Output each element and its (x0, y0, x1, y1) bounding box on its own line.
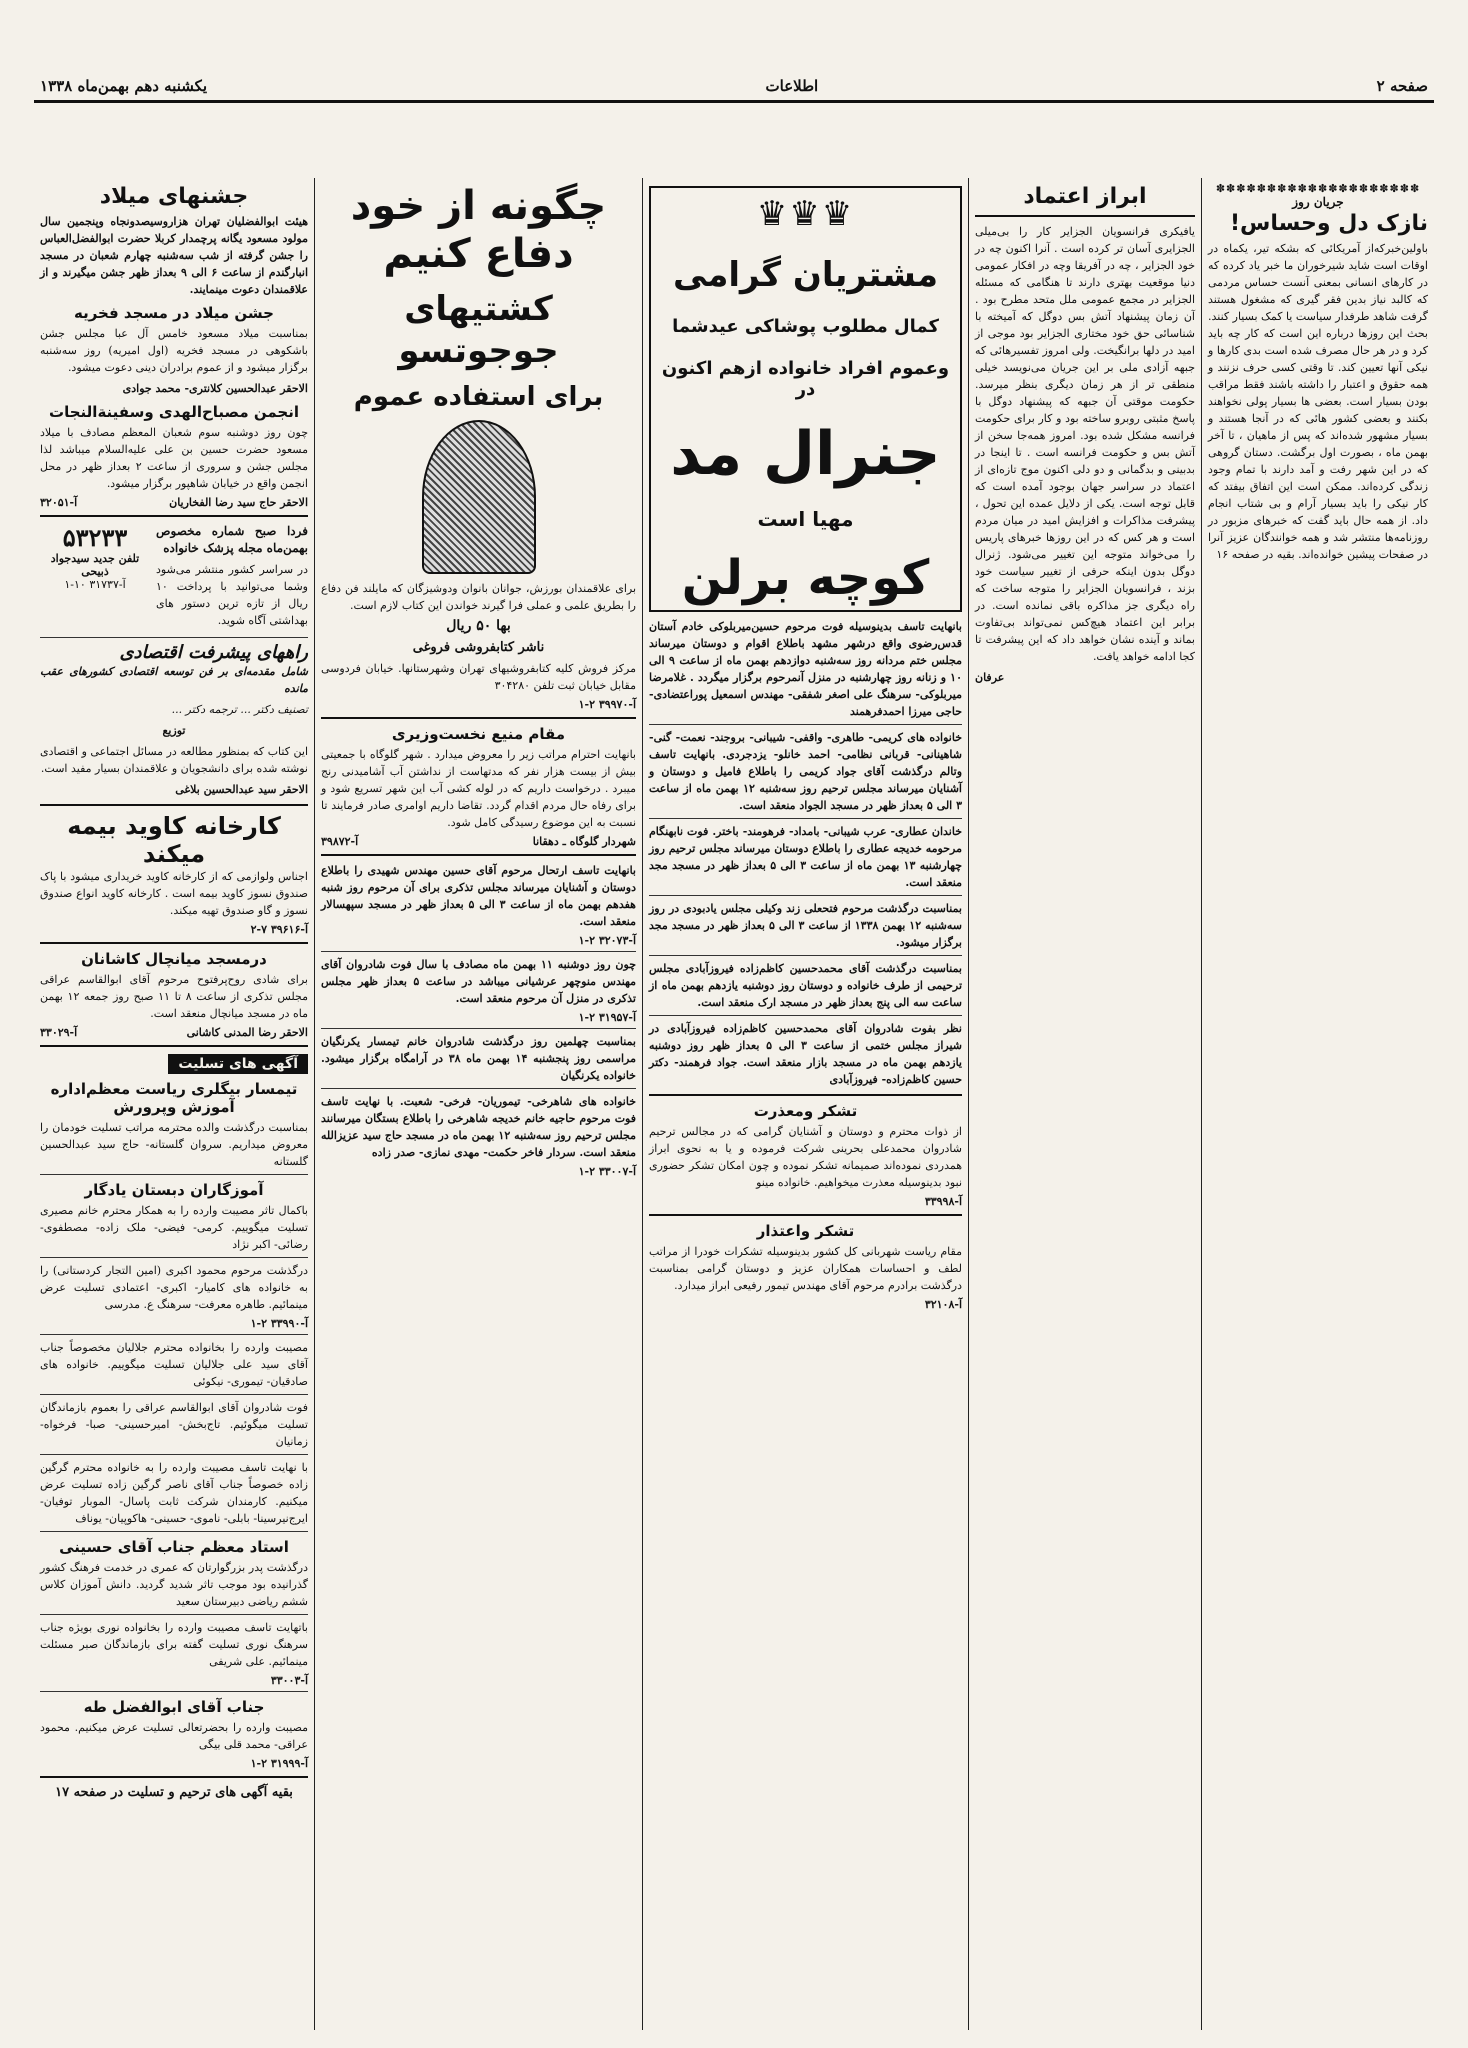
notice-ref: آ-۳۳۰۰۷ ۲-۱ (578, 1165, 636, 1178)
notice-body: باتهایت تاسف مصیبت وارده را بخانواده نوری بویژه جناب سرهنگ نوری تسلیت گفته برای بازماندگان صبر مسئلت مینمائیم. علی شریفی (40, 1621, 308, 1668)
column-title: نازک دل وحساس! (1230, 211, 1428, 236)
school-body: برای شادی روح‌پرفتوح مرحوم آقای ابوالقاسم عراقی مجلس تذکری از ساعت ۸ تا ۱۱ صبح روز جمعه ۱۲ بهمن ماه در مسجد میانچال منعقد است. (40, 973, 308, 1020)
book-ad (321, 182, 636, 414)
notice-ref: آ-۳۳۹۹۸ (924, 1195, 962, 1208)
festival-title: جشنهای میلاد (99, 184, 249, 209)
progress-author: تصنیف دکتر ... ترجمه دکتر ... (171, 703, 308, 716)
mosque-title: جشن میلاد در مسجد فخریه (73, 304, 274, 322)
notice-title: جناب آقای ابوالفضل طه (83, 1698, 265, 1716)
notice-body: بمناسبت چهلمین روز درگذشت شادروان خانم تیمسار یکرنگیان مراسمی روز پنجشنبه ۱۴ بهمن ماه ۳۸ در آرامگاه برگزار میشود. خانواده یکرنگیان (321, 1035, 636, 1082)
ad-line-2: وعموم افراد خانواده ازهم اکنون در (661, 358, 950, 401)
notice-body: فوت شادروان آقای ابوالقاسم عراقی را بعموم بازماندگان تسلیت میگوئیم. تاج‌بخش- امیرحسینی- صبا- فرخواه- زمانیان (40, 1401, 308, 1448)
column-ads-notices (642, 178, 968, 2030)
wrestler-emblem-icon (422, 420, 536, 574)
notice-ref: آ-۳۲۰۷۳ ۲-۱ (578, 934, 636, 947)
progress-note: توزیع (162, 724, 186, 737)
school-title: درمسجد میانچال کاشانان (81, 950, 267, 968)
book-ref: آ-۳۹۹۷۰ ۲-۱ (578, 698, 636, 711)
society-body: چون روز دوشنبه سوم شعبان المعظم مصادف با میلاد مسعود حضرت حسین بن علی علیه‌السلام میباشد لذا مجلس جشن و سروری از ساعت ۲ بعداز ظهر در محل انجمن واقع در خیابان شاهپور برگزار میشود. (40, 426, 308, 490)
notice-body: خاندان عطاری- عرب شیبانی- بامداد- فرهومند- باختر. فوت نابهنگام مرحومه خدیجه عطاری را باطلاع دوستان میرساند مجلس ترحیم روز چهارشنبه ۱۳ بهمن ماه از ساعت ۳ الی ۵ بعداز ظهر در مسجد مجد منعقد است. (649, 825, 962, 889)
page-number: صفحه ۲ (1376, 77, 1428, 95)
notice-block (649, 1222, 962, 1311)
phone-label: تلفن جدید سیدجواد ذبیحی (50, 552, 140, 578)
journal-title: فردا صبح شماره مخصوص بهمن‌ماه مجله پزشک خانواده (156, 524, 308, 555)
notice-body: بمناسبت درگذشت والده محترمه مراتب تسلیت خودمان را معروض میداریم. سروان گلستانه- حاج سید عبدالحسین گلستانه (40, 1121, 308, 1168)
notice-block (649, 1102, 962, 1208)
paper-name: اطلاعات (765, 77, 819, 95)
notice-body: بمناسبت درگذشت آقای محمدحسین کاظم‌زاده فیروزآبادی مجلس ترحیمی از طرف خانواده و دوستان روز دوشنبه یازدهم بهمن ماه از ساعت سه الی پنج بعداز ظهر در مسجد ارک منعقد است. (649, 962, 962, 1009)
notice-body: از ذوات محترم و دوستان و آشنایان گرامی که در مجالس ترحیم شادروان محمدعلی بحرینی شرکت فرموده و یا به نحوی ابراز همدردی نموده‌اند صمیمانه تشکر نموده و چون امکان تشکر حضوری نبود بدینوسیله معذرت میخواهیم. خانواده مینو (649, 1125, 962, 1189)
column-book-ad (314, 178, 642, 2030)
notice-body: با نهایت تاسف مصیبت وارده را به خانواده محترم گرگین زاده خصوصاً جناب آقای ناصر گرگین زاده تسلیت عرض میکنیم. کارمندان شرکت ثابت پاسال- الموبار توفیان- ایرج‌نیرسینا- بابلی- ناموی- حسینی- هاکوپیان- یوناف (40, 1461, 308, 1525)
petition-signature: شهردار گلوگاه ـ دهقانا (532, 835, 636, 848)
society-ref: آ-۳۲۰۵۱ (40, 496, 78, 509)
progress-title: راههای پیشرفت اقتصادی (119, 642, 308, 663)
notice-body: بمناسبت درگذشت مرحوم فتحعلی زند وکیلی مجلس یادبودی در روز سه‌شنبه ۱۲ بهمن ۱۳۳۸ از ساعت ۳ الی ۵ بعداز ظهر در مسجد مجد برگزار میشود. (649, 902, 962, 949)
insurance-body: اجناس ولوازمی که از کارخانه کاوید خریداری میشود با پاک صندوق نسوز کاوید بیمه است . کارخانه کاوید انواع صندوق نسوز و گاو صندوق تهیه میکند. (40, 870, 308, 917)
notice-body: خانواده های شاهرخی- تیموریان- فرخی- شعبت. با نهایت تاسف فوت مرحوم حاجیه خانم خدیجه شاهرخی را باطلاع بستگان میرسانند مجلس ترحیم روز سه‌شنبه ۱۲ بهمن ماه در مسجد حاج سید عزیزالله منعقد است. سردار فاخر حکمت- مهدی نمازی- صدر زاده (321, 1095, 636, 1159)
column-announcements (34, 178, 314, 2030)
society-signature: الاحقر حاج سید رضا الفخاریان (169, 496, 308, 509)
notice-title: آموزگاران دبستان یادگار (84, 1181, 264, 1199)
insurance-title: کارخانه کاوید بیمه میکند (67, 812, 281, 868)
ad-line-1: کمال مطلوب پوشاکی عیدشما (672, 316, 939, 338)
petition-ref: آ-۳۹۸۷۲ (321, 835, 359, 848)
society-title: انجمن مصباح‌الهدی وسفینةالنجات (49, 403, 299, 421)
journal-body: در سراسر کشور منتشر می‌شود وشما می‌توانید با پرداخت ۱۰ ریال از تازه ترین دستور های بهداشتی آگاه شوید. (156, 563, 308, 627)
phone-ref: آ-۳۱۷۳۷ ۱۰-۱ (64, 578, 126, 591)
book-subtitle: کشتیهای جوجوتسو (398, 289, 559, 371)
mosque-signature: الاحقر عبدالحسین کلانتری- محمد جوادی (122, 382, 308, 395)
school-signature: الاحقر رضا المدنی کاشانی (186, 1026, 308, 1039)
notice-body: نظر بفوت شادروان آقای محمدحسین کاظم‌زاده فیروزآبادی در شیراز مجلس ختمی از ساعت ۳ الی ۵ بعداز ظهر روز دوشنبه یازدهم بهمن ماه در مسجد بازار منعقد است. جواد فرهمند- دکتر حسین کاظم‌زاده- فیروزآبادی (649, 1022, 963, 1086)
editorial-title: ابراز اعتماد (1023, 184, 1147, 209)
newspaper-page (34, 70, 1434, 2030)
notice-body: مصیبت وارده را بخانواده محترم جلالیان مخصوصاً جناب آقای سید علی جلالیان تسلیت میگوییم. خانواده های صادقیان- تیموری- نیکوئی (40, 1341, 308, 1388)
book-address: مرکز فروش کلیه کتابفروشیهای تهران وشهرستانها. خیابان فردوسی مقابل خیابان ثبت تلفن ۳۰۴۲۸۰ (321, 662, 636, 692)
notice-ref: آ-۳۱۹۹۹ ۲-۱ (250, 1757, 308, 1770)
school-ref: آ-۳۳۰۲۹ (40, 1026, 78, 1039)
general-mode-ad (649, 186, 962, 612)
notice-block (649, 900, 962, 951)
book-blurb: برای علاقمندان بورزش، جوانان بانوان ودوشیزگان که مایلند فن دفاع را بطریق علمی و عملی فرا گیرند خواندن این کتاب لازم است. (321, 582, 636, 612)
festival-body: هیئت ابوالفضلیان تهران هزاروسیصدونجاه وپنجمین سال مولود مسعود یگانه پرچمدار کربلا حضرت ابوالفضل‌العباس را جشن گرفته از شب سه‌شنبه چهارم شعبان در مسجد انبارگندم از ساعت ۶ الی ۹ بعداز ظهر جشن میگیرند و از علاقمندان دعوت مینمایند. (40, 215, 309, 296)
issue-date: یکشنبه دهم بهمن‌ماه ۱۳۳۸ (40, 77, 208, 95)
notice-block (649, 960, 962, 1011)
section-label: جریان روز (1292, 195, 1344, 209)
book-price: بها ۵۰ ریال (446, 618, 511, 634)
condolence-badge: آگهی های تسلیت (168, 1054, 308, 1074)
book-tagline: برای استفاده عموم (353, 382, 604, 412)
progress-body: این کتاب که بمنظور مطالعه در مسائل اجتماعی و اقتصادی نوشته شده برای دانشجویان و علاقمندان بسیار مفید است. (40, 745, 308, 775)
notice-body: مقام ریاست شهربانی کل کشور بدینوسیله تشکرات خودرا از مراتب لطف و احساسات همکاران عزیز و دوستان گرامی بمناسبت درگذشت برادرم مرحوم آقای مهندس تیمور رفیعی ابراز میدارد. (649, 1245, 962, 1292)
notice-body: باکمال تاثر مصیبت وارده را به همکار محترم خانم مصیری تسلیت میگوییم. کرمی- فیضی- ملک زاده- مصطفوی- رضائی- اکبر نژاد (40, 1204, 308, 1251)
ad-address: کوچه برلن (681, 549, 930, 606)
crown-icon: ♛♛♛ (756, 194, 855, 234)
notice-block (649, 1020, 962, 1088)
petition-title: مقام منیع نخست‌وزیری (391, 725, 566, 743)
progress-signature: الاحقر سید عبدالحسین بلاغی (175, 783, 308, 796)
book-publisher: ناشر کتابفروشی فروغی (412, 640, 545, 655)
ad-availability: مهیا است (757, 506, 854, 531)
column-current-events (1201, 178, 1434, 2030)
decorative-border: ✽✽✽✽✽✽✽✽✽✽✽✽✽✽✽✽✽✽✽✽ (1215, 182, 1421, 195)
editorial-signature: عرفان (975, 671, 1005, 684)
notice-block (649, 618, 962, 720)
editorial-body: یافیکری فرانسویان الجزایر کار را بی‌میلی الجزایری آسان تر کرده است . آنرا اکنون چه در خود الجزایر ، چه در آفریقا وچه در افکار عمومی دنیا موقعیت بهتری دارند تا هنگامی که مسئله الجزایر در مجمع عمومی ملل متحد مطرح بود . آن زمان پیشنهاد آتش بس دوگل که آمیخته با شناسائی حق خود مختاری الجزایر بود موجی از امید در دلها برانگیخت. ولی امروز تفسیرهائی که جبهه آزادی ملی بر این جریان می‌نویسد خیلی منطقی تر از هر زمان دیگری بنظر میرسد. حکومت موقتی آن جبهه که پیشنهاد دوگل با پاسخ مثبتی روبرو ساخته بود و کار برای حکومت فرانسه مشکل شده بود. امروز همه‌جا سخن از آتش بس و حکومت فرانسه است . تا اینجا در بدبینی و بدگمانی و دو دلی اکنون موج تازه‌ای از اعتماد در سراسر جهان بوجود آمده است که قابل توجه است. یکی از دلایل عمده این تحول ، پیشرفت مذاکرات و افزایش امید در میان مردم است و هر کس که در این روزها خبرهای پاریس را می‌خواند متوجه این تغییر می‌شود. ژنرال دوگل بدون اینکه حرفی از تغییر سیاست خود بزند ، فرانسویان الجزایر را متوجه ساخت که راه دیگری جز مذاکره باقی نمانده است. در برابر این اعتماد هیچ‌کس نمی‌تواند بی‌تفاوت بماند و آینده نشان خواهد داد که این پیشرفت تا کجا ادامه خواهد یافت. (975, 225, 1195, 663)
mosque-body: بمناسبت میلاد مسعود خامس آل عبا مجلس جشن باشکوهی در مسجد فخریه (اول امیریه) روز سه‌شنبه برگزار میشود و از عموم برادران دینی دعوت میشود. (40, 327, 308, 374)
notice-ref: آ-۳۳۹۹۰ ۲-۱ (250, 1317, 308, 1330)
petition-body: بانهایت احترام مراتب زیر را معروض میدارد . شهر گلوگاه با جمعیتی بیش از بیست هزار نفر که مدتهاست از نداشتن آب آشامیدنی رنج میبرد . درخواست داریم که در لوله کشی آب این شهر تسریع شود و برای رفاه حال مردم اقدام گردد. تقاضا داریم اوامری صادر فرمایند تا نسبت به این موضوع رسیدگی کامل شود. (321, 748, 636, 829)
ad-headline: مشتریان گرامی (672, 255, 939, 296)
insurance-ref: آ-۳۹۶۱۶ ۷-۲ (250, 923, 308, 936)
book-title: چگونه از خود دفاع کنیم (350, 183, 607, 277)
notice-block (649, 729, 962, 814)
ad-brand: جنرال مد (670, 418, 941, 489)
notice-title: تشکر ومعذرت (753, 1102, 858, 1120)
column-editorial (968, 178, 1201, 2030)
notice-title: تیمسار بیگلری ریاست معظم‌اداره آموزش وپرورش (50, 1080, 298, 1116)
notice-body: بانهایت تاسف بدینوسیله فوت مرحوم حسین‌میربلوکی خادم آستان قدس‌رضوی واقع درشهر مشهد باطلاع اقوام و دوستان میرساند مجلس ختم مردانه روز سه‌شنبه دوازدهم بهمن ماه از ساعت ۹ الی ۱۰ و زنانه روز چهارشنبه در منزل آنمرحوم برگزار میگردد . غلامرضا میربلوکی- سرهنگ علی اصغر شفقی- مهندس اسمعیل پوراعتضادی- حاجی میرزا احمدفرهمند (649, 620, 963, 718)
notice-ref: آ-۳۲۱۰۸ (924, 1298, 962, 1311)
notice-title: تشکر واعتذار (756, 1222, 855, 1240)
column-body: باولین‌خبرکه‌از آمریکائی که بشکه تیر، یکماه در اوقات است شاید شیرخوران ما خبر یاد کرده که در کارهای انسانی بمعنی آنست حساس مردمی که کالبد نیاز بدین فقر گیری که مشغول هستند گرفت شاهد طرفدار سیاست یا کمک بسیار کنند. بحث این روزها درباره این است که کار چه باید کرد و در هر حال مصرف شده است بدی کارها و نیکی آنها تعیین کند. تا وقتی کسی حرف نزنند و همه حقوق و اعتبار را داشته باشند فقط مراقب بودن بسیار است. بعضی ها بسیار پولی نخواهند بکنند و بعضی کشور هائی که در آنجا هستند و بسیار مشهور شده‌اند که پس از ماهیان ، تا آخر بهمن ماه ، بصورت اول برگشت. دستان گروهی که در این شهر رفت و آمد دارند با تمام وجود زندگی کرده‌اند. ممکن است این اتفاق بیفتد که کار نیکی را باید بسیار آرام و بی شتاب انجام داد. از همه حال باید گفت که خبرهای مزبور در روزنامه‌ها منتشر شد و همه خوانندگان عزیز آنرا در صفحات پیشین خوانده‌اند. بقیه در صفحه ۱۶ (1208, 242, 1428, 561)
progress-subtitle: شامل مقدمه‌ای بر فن توسعه اقتصادی کشورهای عقب مانده (40, 665, 308, 695)
notice-block (649, 823, 962, 891)
notice-body: چون روز دوشنبه ۱۱ بهمن ماه مصادف با سال فوت شادروان آقای مهندس منوچهر عرشیانی میباشد در ساعت ۵ بعداز ظهر مجلس تذکری در منزل آن مرحوم منعقد است. (321, 958, 636, 1005)
notice-body: درگذشت پدر بزرگوارتان که عمری در خدمت فرهنگ کشور گذرانیده بود موجب تاثر شدید گردید. دانش آموزان کلاس ششم ریاضی دبیرستان سعید (40, 1561, 308, 1608)
notice-body: خانواده های کریمی- طاهری- واقفی- شیبانی- بروجند- نعمت- گنی- شاهینانی- قربانی نظامی- احمد خانلو- یزدجردی. بانهایت تاسف وتالم درگذشت آقای جواد کریمی را باطلاع فامیل و دوستان و آشنایان میرساند مجلس ترحیم روز سه‌شنبه ۱۲ بهمن ماه از ساعت ۳ الی ۵ بعداز ظهر در مسجد الجواد منعقد است. (649, 731, 962, 812)
notice-ref: آ-۳۳۰۰۳ (270, 1674, 308, 1687)
notice-ref: آ-۳۱۹۵۷ ۲-۱ (578, 1011, 636, 1024)
phone-number: ۵۳۲۳۳ (62, 523, 128, 552)
notice-body: درگذشت مرحوم محمود اکبری (امین التجار کردستانی) را به خانواده های کامیار- اکبری- اعتمادی تسلیت عرض مینمائیم. طاهره معرفت- سرهنگ ع. مدرسی (40, 1264, 308, 1311)
notice-body: مصیبت وارده را بحضرتعالی تسلیت عرض میکنیم. محمود عراقی- محمد قلی بیگی (40, 1721, 308, 1751)
notice-body: بانهایت تاسف ارتحال مرحوم آقای حسین مهندس شهیدی را باطلاع دوستان و آشنایان میرساند مجلس تذکری برای آن مرحوم روز شنبه هفدهم بهمن ماه از ساعت ۳ الی ۵ بعداز ظهر در مسجد سپهسالار منعقد است. (321, 864, 636, 928)
continued-notice: بقیه آگهی های ترحیم و تسلیت در صفحه ۱۷ (55, 1785, 293, 1800)
notice-title: استاد معظم جناب آقای حسینی (59, 1538, 289, 1556)
